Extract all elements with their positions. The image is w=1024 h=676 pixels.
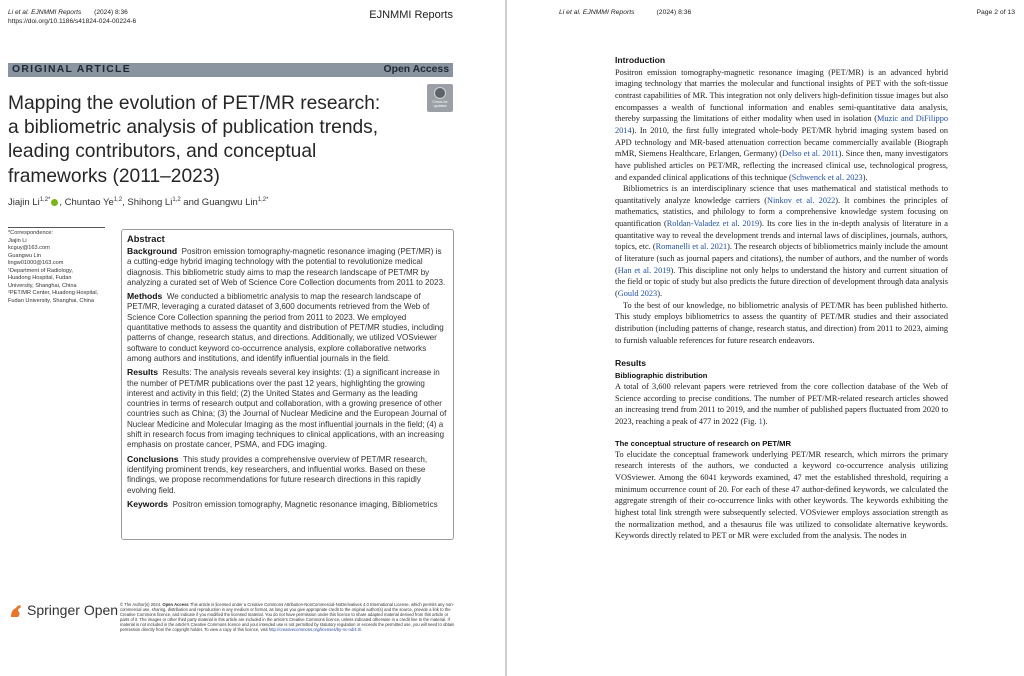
- section-label: Methods: [127, 291, 163, 302]
- badge-line: updates: [433, 104, 447, 108]
- correspondence-line: Fudan University, Shanghai, China: [8, 297, 95, 304]
- author-name: and Guangwu Lin: [180, 197, 258, 209]
- author-name: Jiajin Li: [8, 197, 40, 209]
- running-head-authors: Li et al. EJNMMI Reports: [559, 9, 635, 16]
- paragraph: [615, 183, 948, 300]
- license-body: This article is licensed under a Creative Commons Attribution-NonCommercial-NoDerivatives 4.0 International License, which permits any non-commercial use, sharing, distribution and reproduction in any medium or format, as long as you give appropriate credit to the original author(s) and the source, provide a link to the Creative Commons licence, and indicate if you modified the licensed material. You do not have permission under this licence to share adapted material derived from this article or parts of it. The images or other third party material in this article are included in the article's Creative Commons licence, unless indicated otherwise in a credit line to the material. If material is not included in the article's Creative Commons licence and your intended use is not permitted by statutory regulation or exceeds the permitted use, you will need to obtain permission directly from the copyright holder. To view a copy of this licence, visit: [120, 602, 455, 633]
- section-heading-results: Results: [615, 358, 647, 369]
- section-text: This study provides a comprehensive overview of PET/MR research, identifying prominent trends, key researchers, and influential works. Based on these findings, we propose recommendations for future research directions in this rapidly evolving field.: [127, 454, 428, 495]
- author-list: [8, 197, 268, 208]
- correspondence-line: University, Shanghai, China: [8, 282, 77, 289]
- abstract-box: [121, 229, 454, 540]
- text-run: Positron emission tomography-magnetic resonance imaging (PET/MR) is an advanced hybrid imaging technology that marries the molecular and functional insights of PET with the soft-tissue contrast capabilities of MR. This integration not only delivers high-definition tissue images but also encompasses a wealth of functional information and enables semi-quantitative data analysis, thereby surpassing the limitations of either modality when used in isolation (: [615, 67, 948, 124]
- text-run: A total of 3,600 relevant papers were retrieved from the core collection database of the Web of Science according to precise conditions. The number of PET/MR-related research articles showed an increasing trend from 2011 to 2019, and the number of published papers fluctuated from 2020 to 2023, reaching a peak of 477 in 2022 (Fig.: [615, 381, 948, 426]
- correspondence-line: *Correspondence:: [8, 230, 54, 236]
- section-label: Background: [127, 246, 178, 256]
- text-run: ). Since then, many investigators have published articles on PET/MR, reflecting the increased clinical use, technological progress, and expanded clinical applications of this technique (: [615, 149, 949, 182]
- running-head-year: (2024) 8:36: [94, 9, 128, 16]
- open-access-label: Open Access: [383, 64, 449, 75]
- running-head: [8, 9, 136, 26]
- page-number: Page 2 of 13: [976, 9, 1015, 16]
- citation-link[interactable]: Muzic and DiFilippo 2014: [615, 114, 948, 135]
- citation-link[interactable]: Romanelli et al. 2021: [655, 242, 728, 252]
- section-label: Results: [127, 367, 159, 378]
- page-one: [0, 0, 505, 676]
- running-head-authors: Li et al. EJNMMI Reports: [8, 9, 82, 16]
- correspondence-email[interactable]: lingw01000@163.com: [8, 260, 64, 266]
- license-link[interactable]: http://creativecommons.org/licenses/by-nc-nd/4.0/.: [268, 627, 363, 633]
- text-run: ). Its core lies in the in-depth analysis of literature in a quantitative way to reveal the development trends and internal laws of disciplines, journals, authors, topics, etc. (: [615, 219, 948, 252]
- correspondence-line: ²PET/MR Center, Huadong Hospital,: [8, 290, 99, 296]
- correspondence-line: ¹Department of Radiology,: [8, 267, 73, 274]
- figure-link[interactable]: 1: [758, 416, 763, 426]
- correspondence-divider: [8, 227, 105, 228]
- doi-link[interactable]: https://doi.org/10.1186/s41824-024-00224-6: [8, 17, 137, 25]
- spacer: [615, 346, 948, 358]
- spacer: [615, 428, 948, 438]
- license-oa: Open Access: [162, 602, 189, 607]
- check-for-updates-badge[interactable]: [427, 84, 453, 112]
- article-type-label: ORIGINAL ARTICLE: [12, 64, 131, 75]
- article-title: [8, 92, 408, 189]
- abstract-methods: [127, 291, 448, 364]
- author-affil: 1,2*: [39, 197, 51, 203]
- springer-horse-icon: [8, 603, 24, 619]
- update-icon: [434, 87, 446, 99]
- badge-text: [427, 100, 453, 108]
- citation-link[interactable]: Ninkov et al. 2022: [767, 195, 836, 205]
- section-label: Keywords: [127, 498, 169, 509]
- orcid-icon[interactable]: [51, 199, 58, 206]
- author-affil: 1,2: [172, 197, 181, 203]
- section-label: Conclusions: [127, 453, 179, 464]
- paragraph: [615, 67, 948, 184]
- body-text: [615, 55, 948, 542]
- text-run: Bibliometrics is an interdisciplinary science that uses mathematical and statistical methods to quantitatively analyze knowledge carriers (: [615, 184, 948, 205]
- text-run: ).: [657, 289, 663, 299]
- title-line: leading contributors, and conceptual: [8, 141, 317, 163]
- citation-link[interactable]: Han et al. 2019: [617, 265, 671, 275]
- text-run: ). The research objects of bibliometrics mainly include the amount of literature (such as journal papers and citations), the number of authors, and the number of words (: [615, 242, 948, 275]
- title-line: Mapping the evolution of PET/MR research:: [8, 93, 381, 114]
- abstract-background: [127, 246, 448, 288]
- author-name: , Chuntao Ye: [59, 197, 114, 209]
- citation-link[interactable]: Schwenck et al. 2023: [791, 172, 863, 182]
- correspondence-block: [8, 230, 114, 305]
- title-line: a bibliometric analysis of publication trends,: [8, 117, 379, 139]
- section-text: Positron emission tomography-magnetic resonance imaging (PET/MR) is a cutting-edge hybrid imaging technology with the potential to revolutionize medical diagnosis. This bibliometric study aims to map the research landscape of PET/MR by analyzing a curated set of Web of Science Core Collection documents from 2011 to 2023.: [127, 247, 446, 287]
- paragraph: To the best of our knowledge, no bibliometric analysis of PET/MR has been published hitherto. This study employs bibliometrics to assess the quantity of PET/MR studies and their associated distribution (including patterns of change, research status, and direction) from 2011 to 2023, aiming to furnish valuable references for future research endeavors.: [615, 300, 948, 345]
- abstract-conclusions: [127, 454, 448, 496]
- running-head: [559, 9, 691, 16]
- running-head-year: (2024) 8:36: [656, 9, 692, 16]
- journal-name: EJNMMI Reports: [369, 9, 453, 21]
- subsection-heading: Bibliographic distribution: [615, 370, 708, 380]
- section-heading-introduction: Introduction: [615, 55, 666, 65]
- citation-link[interactable]: Roldan-Valadez et al. 2019: [666, 219, 760, 229]
- correspondence-line: Jiajin Li: [8, 237, 27, 244]
- section-text: We conducted a bibliometric analysis to map the research landscape of PET/MR, leveraging a curated dataset of 3,600 documents retrieved from the Web of Science Core Collection spanning the period from 2011 to 2023. We employed quantitative methods to assess the quantity and distribution of PET/MR studies, including patterns of change, research status, and directions. Additionally, we utilized VOSviewer software to conduct keyword co-occurrence analysis, explore collaborative networks among authors and institutions, and identify influential journals in the field.: [127, 292, 444, 363]
- author-affil: 1,2*: [257, 197, 269, 203]
- text-run: ).: [762, 416, 768, 426]
- article-type-banner: [8, 63, 453, 77]
- abstract-results: [127, 367, 448, 450]
- publisher-logo: [8, 602, 118, 619]
- text-run: ). It combines the principles of mathematics, statistics, and philology to form a comprehensive knowledge system focusing on quantification (: [615, 195, 948, 229]
- citation-link[interactable]: Gould 2023: [617, 289, 658, 299]
- correspondence-line: Guangwu Lin: [8, 252, 41, 259]
- abstract-heading: Abstract: [127, 234, 165, 244]
- text-run: ). In 2010, the first fully integrated whole-body PET/MR hybrid imaging system based on APD technology and MR-based attenuation correction became commercially available (Biograph mMR, Siemens Healthcare, Erlangen, Germany) (: [615, 125, 948, 159]
- abstract-keywords: [127, 499, 448, 510]
- badge-line: Check for: [432, 100, 448, 104]
- author-affil: 1,2: [113, 197, 123, 203]
- text-run: ). This discipline not only helps to understand the history and current situation of the field or topic of study but also predicts the future direction of development through data analysis (: [615, 265, 948, 299]
- author-name: , Shihong Li: [122, 197, 173, 209]
- subsection-heading: The conceptual structure of research on PET/MR: [615, 438, 791, 448]
- citation-link[interactable]: Delso et al. 2011: [782, 149, 839, 159]
- paragraph: [615, 381, 948, 428]
- correspondence-email[interactable]: kcguy@163.com: [8, 245, 50, 251]
- text-run: ).: [862, 172, 868, 182]
- paragraph: To elucidate the conceptual framework underlying PET/MR research, which mirrors the primary research interests of the authors, we conducted a keyword co-occurrence analysis utilizing VOSviewer. Among the 6041 keywords examined, 47 met the established threshold, requiring a minimum occurrence count of 20. For each of these 47 author-defined keywords, we calculated the aggregate strength of their co-occurrence links with other keywords. The keywords exhibiting the highest total link strength were subsequently selected. VOSviewer employs association strength as the normalization method, and a thesaurus file was utilized to consolidate alternative keywords. Keywords directly related to PET or MR were excluded from the analysis. The nodes in: [615, 449, 948, 541]
- title-line: frameworks (2011–2023): [8, 165, 220, 187]
- license-text: [120, 602, 455, 633]
- license-lead: © The Author(s) 2024.: [120, 602, 162, 607]
- publisher-name: Springer: [27, 602, 80, 618]
- publisher-suffix: Open: [83, 602, 119, 618]
- correspondence-line: Huadong Hospital, Fudan: [8, 275, 72, 281]
- page-two: [507, 0, 1024, 676]
- section-text: Positron emission tomography, Magnetic resonance imaging, Bibliometrics: [172, 499, 438, 509]
- section-text: Results: The analysis reveals several key insights: (1) a significant increase in the number of PET/MR publications over the past 12 years, highlighting the growing interest and activity in this field; (2) the United States and Germany as the leading countries in terms of research output and collaboration, with a growing presence of other countries such as China; (3) the Journal of Nuclear Medicine and the European Journal of Nuclear Medicine and Molecular Imaging as the most influential journals in the field; (4) a shift in research focus from imaging techniques to clinical applications, with an increasing emphasis on prostate cancer, PSMA, and FDG imaging.: [127, 368, 447, 450]
